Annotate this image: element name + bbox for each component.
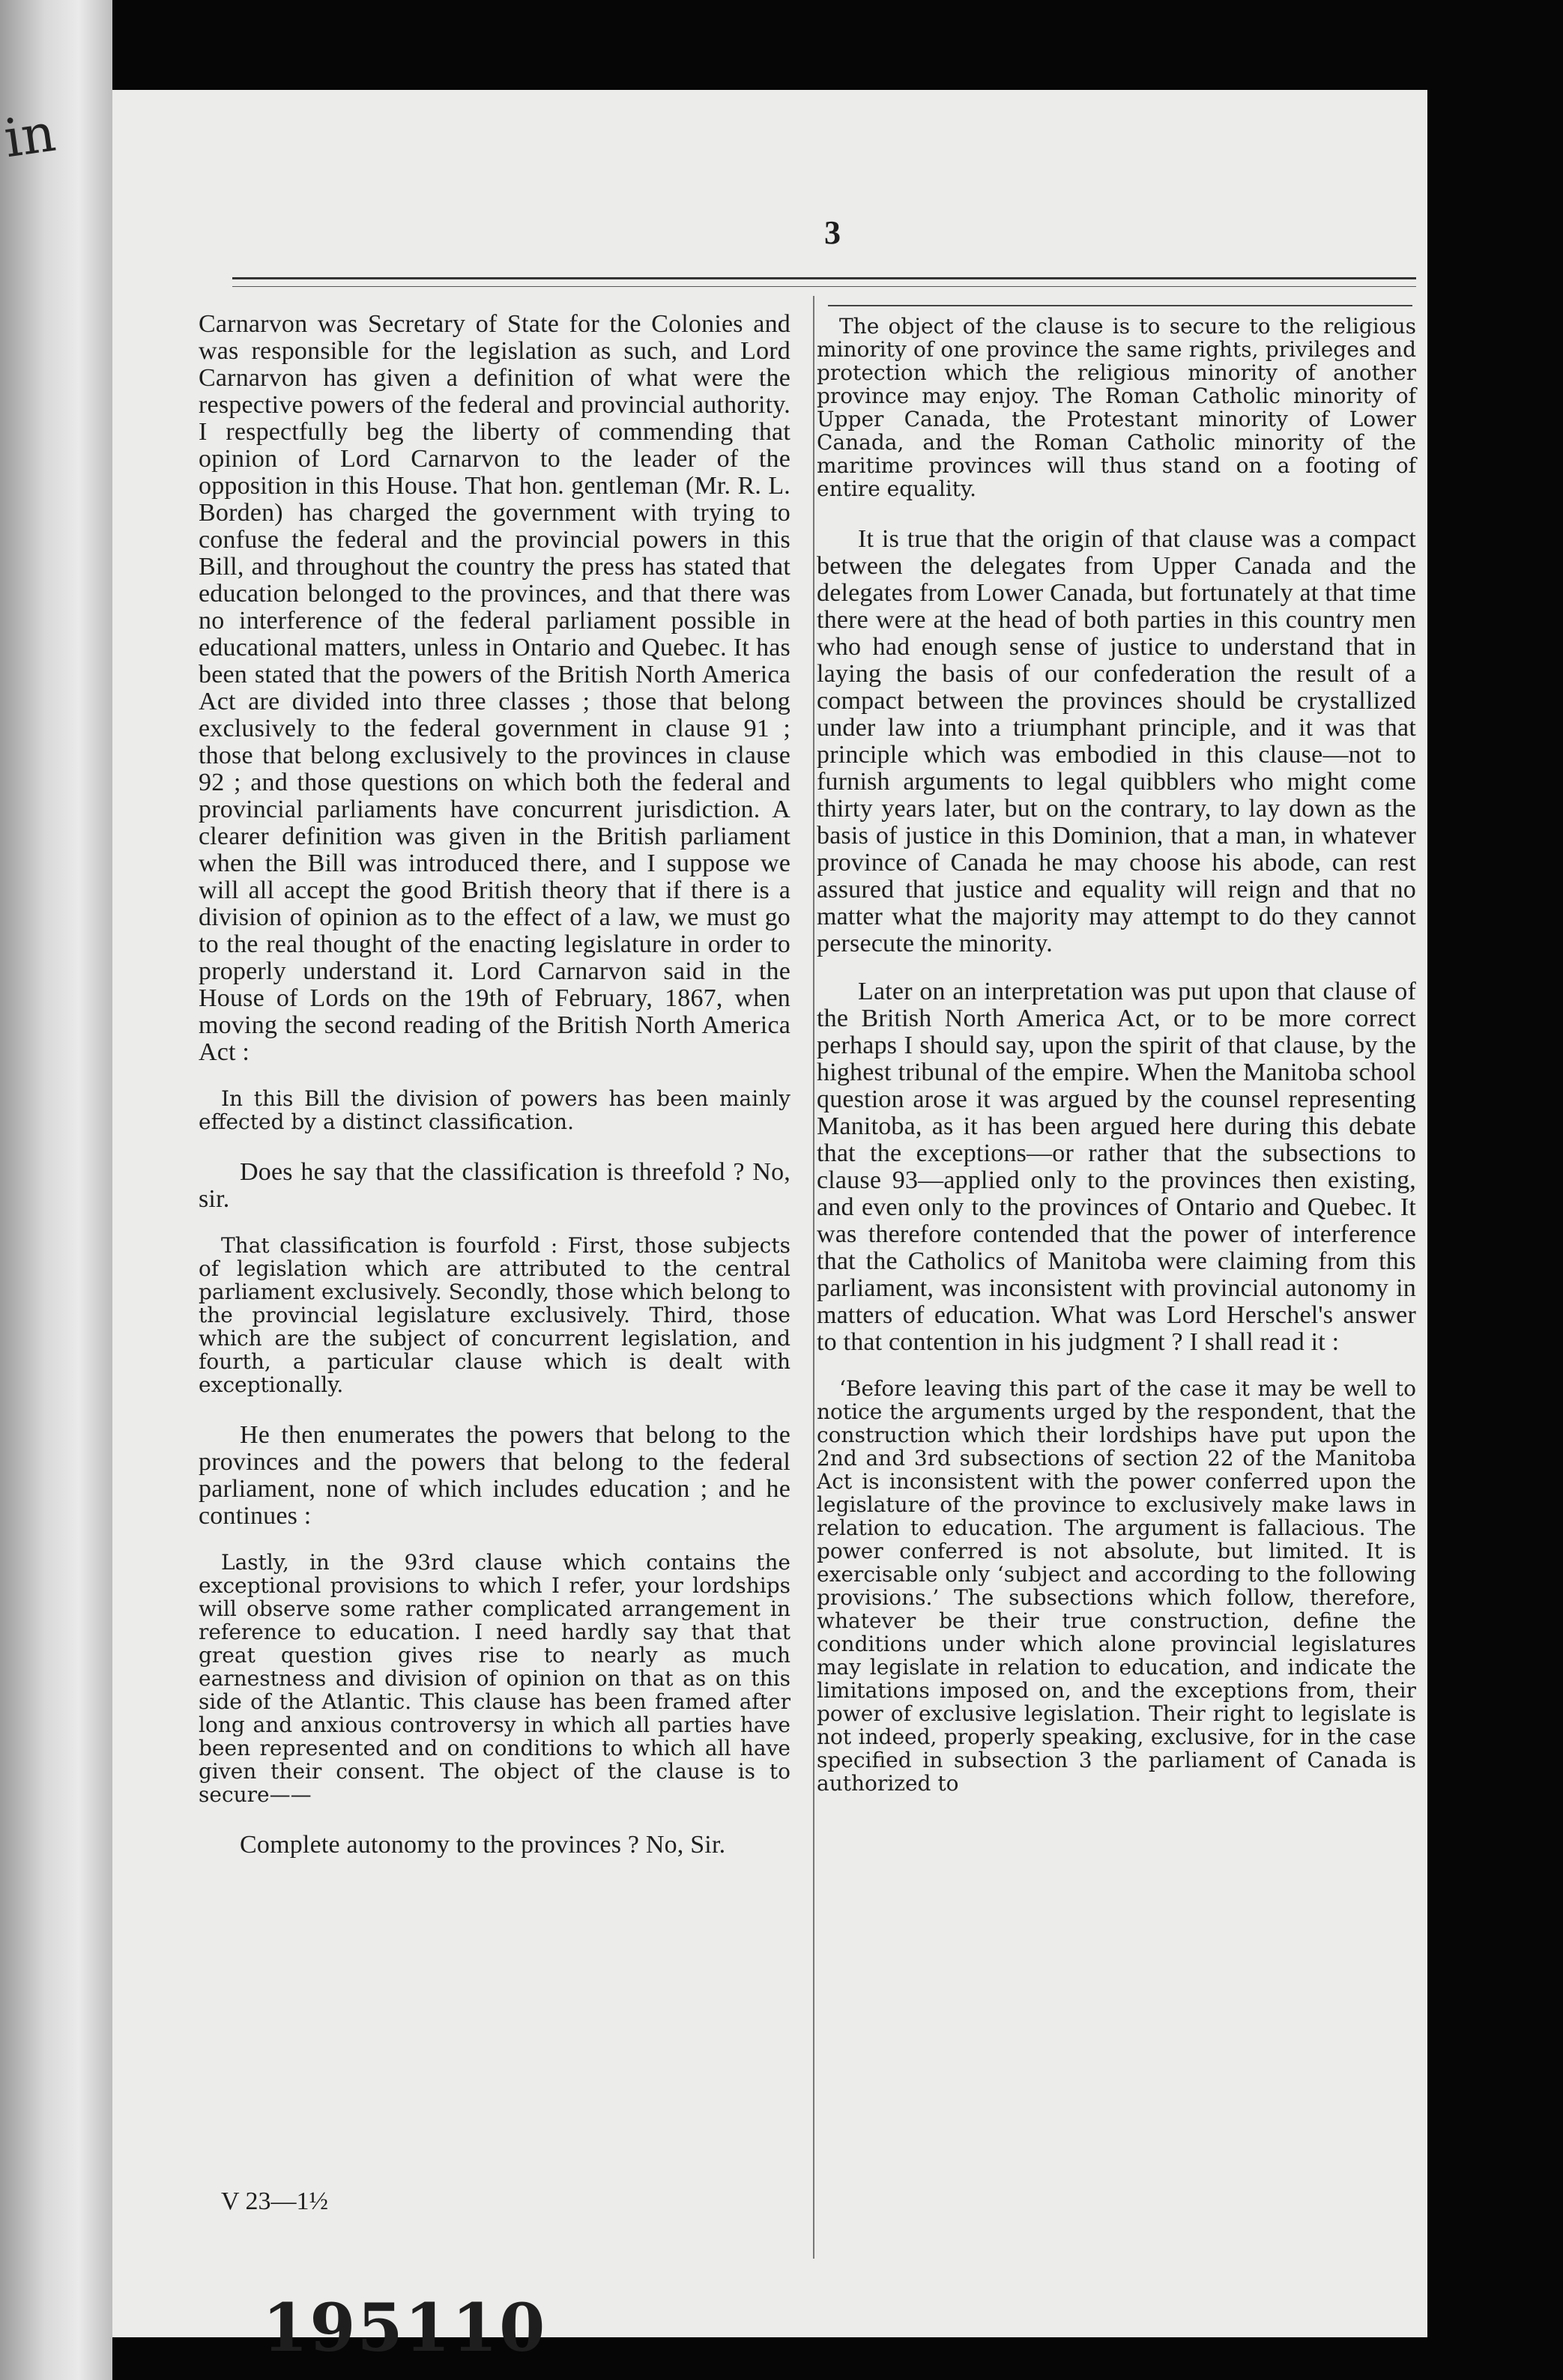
speech-paragraph: Carnarvon was Secretary of State for the Colonies and was responsible for the legislation as such, and Lord Carnarvon has given a definition of what were the respective powers of the federal and provincial authority. I respectfully beg the liberty of commending that opinion of Lord Carnarvon to the leader of the opposition in this House. That hon. gentleman (Mr. R. L. Borden) has charged the government with trying to confuse the federal and the provincial powers in this Bill, and throughout the country the press has stated that education belonged to the provinces, and that there was no interference of the federal parliament possible in educational matters, unless in Ontario and Quebec. It has been stated that the powers of the British North America Act are divided into three classes ; those that belong exclusively to the federal government in clause 91 ; those that belong exclusively to the provinces in clause 92 ; and those questions on which both the federal and provincial parliaments have concurrent jurisdiction. A clearer definition was given in the British parliament when the Bill was introduced there, and I suppose we will all accept the good British theory that if there is a division of opinion as to the effect of a law, we must go to the real thought of the enacting legislature in order to properly understand it. Lord Carnarvon said in the House of Lords on the 19th of February, 1867, when moving the second reading of the British North America Act : [199,310,790,1066]
quote-paragraph: The object of the clause is to secure to the religious minority of one province the same rights, privileges and protection which the religious minority of another province may enjoy. The Roman Catholic minority of Upper Canada, the Protestant minority of Lower Canada, and the Roman Catholic minority of the maritime provinces will thus stand on a footing of entire equality. [817,314,1416,501]
quote-paragraph: Lastly, in the 93rd clause which contains the exceptional provisions to which I refer, your lordships will observe some rather complicated arrangement in reference to education. I need hardly say that that great question gives rise to nearly as much earnestness and division of opinion on that as on this side of the Atlantic. This clause has been framed after long and anxious controversy in which all parties have been represented and on conditions to which all have given their consent. The object of the clause is to secure—— [199,1550,790,1807]
margin-handwriting: in [0,101,59,170]
speech-paragraph: It is true that the origin of that clause was a compact between the delegates from Upper Canada and the delegates from Lower Canada, but fortunately at that time there were at the head of both parties in this country men who had enough sense of justice to understand that in laying the basis of our confederation the result of a compact between the provinces should be crystallized under law into a triumphant principle, and it was that principle which was embodied in this clause—not to furnish arguments to legal quibblers who might come thirty years later, but on the contrary, to lay down as the basis of justice in this Dominion, that a man, in whatever province of Canada he may choose his abode, can rest assured that justice and equality will reign and that no matter what the majority may attempt to do they cannot persecute the minority. [817,525,1416,957]
signature-mark: V 23—1½ [221,2187,328,2215]
document-page [112,90,1427,2367]
column-divider [813,296,814,2259]
speech-paragraph: He then enumerates the powers that belong to the provinces and the powers that belong to the federal parliament, none of which includes education ; and he continues : [199,1421,790,1530]
archive-stamp-number: 195110 [262,2289,547,2367]
speech-paragraph: Later on an interpretation was put upon that clause of the British North America Act, or to be more correct perhaps I should say, upon the spirit of that clause, by the highest tribunal of the empire. When the Manitoba school question arose it was argued by the counsel representing Manitoba, as it has been argued here during this debate that the exceptions—or rather that the subsections to clause 93—applied only to the provinces then existing, and even only to the provinces of Ontario and Quebec. It was therefore contended that the power of interference that the Catholics of Manitoba were claiming from this parliament, was inconsistent with provincial autonomy in matters of education. What was Lord Herschel's answer to that contention in his judgment ? I shall read it : [817,978,1416,1356]
speech-paragraph: Does he say that the classification is threefold ? No, sir. [199,1158,790,1213]
page-number: 3 [824,214,841,251]
quote-paragraph: That classification is fourfold : First, those subjects of legislation which are attributed to the central parliament exclusively. Secondly, those which belong to the provincial legislature exclusively. Third, those which are the subject of concurrent legislation, and fourth, a particular clause which is dealt with exceptionally. [199,1233,790,1397]
right-column-rule [828,305,1412,306]
quote-paragraph: In this Bill the division of powers has been mainly effected by a distinct classification. [199,1086,790,1134]
left-column [199,311,790,1880]
speech-paragraph: Complete autonomy to the provinces ? No, Sir. [240,1831,726,1859]
header-rule-thin [232,286,1416,287]
adjacent-page-strip [0,0,112,2380]
right-column [817,315,1416,1820]
quote-paragraph: ‘Before leaving this part of the case it may be well to notice the arguments urged by the respondent, that the construction which their lordships have put upon the 2nd and 3rd subsections of section 22 of the Manitoba Act is inconsistent with the power conferred upon the legislature of the province to exclusively make laws in relation to education. The argument is fallacious. The power conferred is not absolute, but limited. It is exercisable only ‘subject and according to the following provisions.’ The subsections which follow, therefore, whatever be their true construction, define the conditions under which alone provincial legislatures may legislate in relation to education, and indicate the limitations imposed on, and the exceptions from, their power of exclusive legislation. Their right to legislate is not indeed, properly speaking, exclusive, for in the case specified in subsection 3 the parliament of Canada is authorized to [817,1376,1416,1796]
header-rule [232,277,1416,279]
